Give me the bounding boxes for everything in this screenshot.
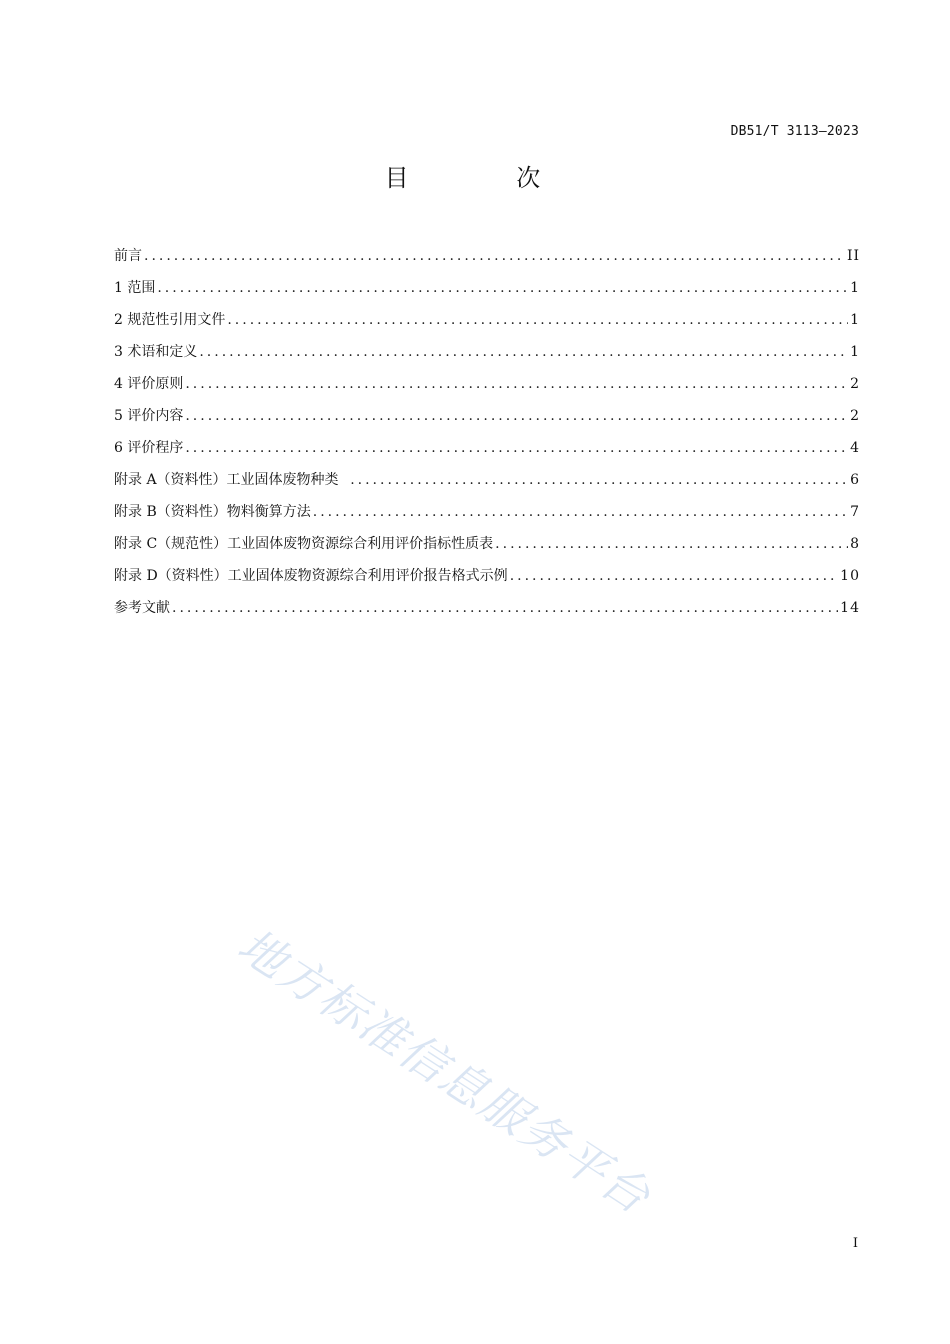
toc-leader-dots xyxy=(172,600,838,616)
document-code: DB51/T 3113—2023 xyxy=(730,124,859,139)
toc-leader-dots xyxy=(227,312,848,328)
toc-entry-page: 7 xyxy=(850,504,860,520)
page-number: I xyxy=(852,1236,858,1251)
toc-entry-label: 5 评价内容 xyxy=(114,408,184,424)
toc-entry-page: 1 xyxy=(850,344,860,360)
toc-leader-dots xyxy=(185,408,848,424)
toc-entry-procedure[interactable] xyxy=(114,437,860,469)
toc-entry-annex-b[interactable] xyxy=(114,501,860,533)
toc-entry-content[interactable] xyxy=(114,405,860,437)
toc-leader-dots xyxy=(313,504,848,520)
table-of-contents xyxy=(114,245,860,629)
toc-entry-foreword[interactable] xyxy=(114,245,860,277)
toc-entry-page: 1 xyxy=(850,312,860,328)
toc-leader-dots xyxy=(144,248,845,264)
toc-entry-label: 3 术语和定义 xyxy=(114,344,198,360)
toc-entry-annex-c[interactable] xyxy=(114,533,860,565)
toc-entry-label: 4 评价原则 xyxy=(114,376,184,392)
toc-leader-dots xyxy=(350,472,848,488)
toc-entry-label: 参考文献 xyxy=(114,600,170,616)
toc-leader-dots xyxy=(185,440,848,456)
toc-entry-principles[interactable] xyxy=(114,373,860,405)
toc-leader-dots xyxy=(157,280,848,296)
toc-entry-normative-references[interactable] xyxy=(114,309,860,341)
toc-leader-dots xyxy=(185,376,848,392)
toc-entry-label: 附录 A（资料性）工业固体废物种类 xyxy=(114,472,339,488)
toc-entry-terms[interactable] xyxy=(114,341,860,373)
toc-leader-dots xyxy=(510,568,838,584)
toc-entry-label: 6 评价程序 xyxy=(114,440,184,456)
toc-entry-page: 14 xyxy=(840,600,860,616)
watermark: 地方标准信息服务平台 xyxy=(228,917,661,1225)
toc-entry-page: 8 xyxy=(850,536,860,552)
toc-leader-dots xyxy=(495,536,848,552)
toc-entry-annex-d[interactable] xyxy=(114,565,860,597)
toc-entry-label: 附录 C（规范性）工业固体废物资源综合利用评价指标性质表 xyxy=(114,536,494,552)
toc-entry-page: 2 xyxy=(850,408,860,424)
toc-entry-label: 1 范围 xyxy=(114,280,156,296)
toc-entry-scope[interactable] xyxy=(114,277,860,309)
toc-entry-label: 2 规范性引用文件 xyxy=(114,312,226,328)
toc-entry-page: 4 xyxy=(850,440,860,456)
page-title: 目 次 xyxy=(384,164,591,192)
toc-entry-page: 1 xyxy=(850,280,860,296)
toc-entry-label: 附录 D（资料性）工业固体废物资源综合利用评价报告格式示例 xyxy=(114,568,508,584)
toc-entry-page: 2 xyxy=(850,376,860,392)
toc-entry-annex-a[interactable] xyxy=(114,469,860,501)
toc-entry-bibliography[interactable] xyxy=(114,597,860,629)
toc-entry-page: 10 xyxy=(840,568,860,584)
toc-entry-label: 前言 xyxy=(114,248,142,264)
toc-leader-dots xyxy=(199,344,848,360)
toc-entry-page: 6 xyxy=(850,472,860,488)
toc-entry-label: 附录 B（资料性）物料衡算方法 xyxy=(114,504,311,520)
toc-entry-page: II xyxy=(846,248,860,264)
